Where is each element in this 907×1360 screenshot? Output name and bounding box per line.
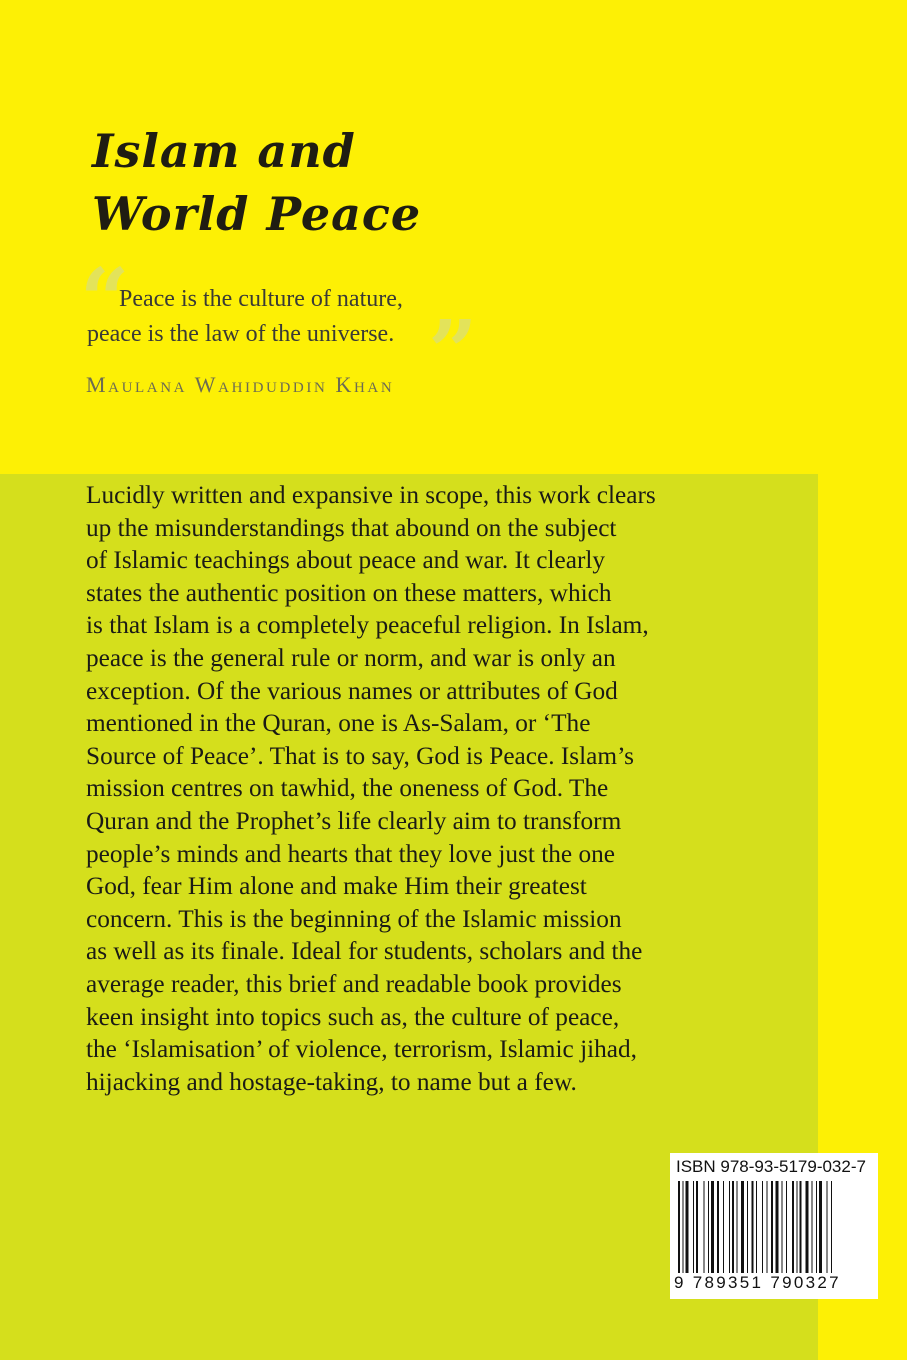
description-line: mentioned in the Quran, one is As-Salam, or ‘The	[86, 709, 591, 738]
description-line: of Islamic teachings about peace and war. It clearly	[86, 546, 606, 575]
book-title	[92, 120, 421, 246]
isbn-label: ISBN 978-93-5179-032-7	[676, 1157, 866, 1176]
description-line: Source of Peace’. That is to say, God is Peace. Islam’s	[86, 741, 634, 770]
quote-author: Maulana Wahiduddin Khan	[86, 372, 395, 397]
description-line: people’s minds and hearts that they love just the one	[86, 839, 616, 868]
open-quote-icon: “	[80, 250, 130, 351]
description-line: up the misunderstandings that abound on the subject	[86, 513, 617, 542]
book-description	[86, 479, 746, 1098]
title-line-2: World Peace	[92, 187, 422, 241]
close-quote-icon: ”	[428, 302, 478, 403]
description-line: states the authentic position on these matters, which	[86, 578, 612, 607]
description-line: mission centres on tawhid, the oneness of God. The	[86, 774, 609, 803]
description-line: is that Islam is a completely peaceful religion. In Islam,	[86, 611, 649, 640]
barcode-digits: 9 789351 790327	[674, 1273, 841, 1292]
description-line: the ‘Islamisation’ of violence, terrorism, Islamic jihad,	[86, 1035, 637, 1064]
description-line: exception. Of the various names or attributes of God	[86, 676, 618, 705]
quote-line-1: Peace is the culture of nature,	[119, 286, 403, 312]
description-line: keen insight into topics such as, the culture of peace,	[86, 1002, 620, 1031]
description-line: as well as its finale. Ideal for students, scholars and the	[86, 937, 643, 966]
description-line: hijacking and hostage-taking, to name but a few.	[86, 1067, 577, 1096]
description-line: Lucidly written and expansive in scope, this work clears	[86, 481, 656, 509]
barcode-box	[670, 1153, 878, 1299]
description-line: concern. This is the beginning of the Islamic mission	[86, 904, 622, 933]
description-line: Quran and the Prophet’s life clearly aim to transform	[86, 806, 622, 835]
title-line-1: Islam and	[92, 124, 356, 178]
description-line: peace is the general rule or norm, and war is only an	[86, 643, 616, 672]
description-line: average reader, this brief and readable book provides	[86, 969, 622, 998]
description-line: God, fear Him alone and make Him their greatest	[86, 872, 587, 901]
quote-line-2: peace is the law of the universe.	[87, 321, 395, 347]
epigraph-quote	[87, 282, 403, 352]
barcode-icon	[678, 1181, 870, 1279]
